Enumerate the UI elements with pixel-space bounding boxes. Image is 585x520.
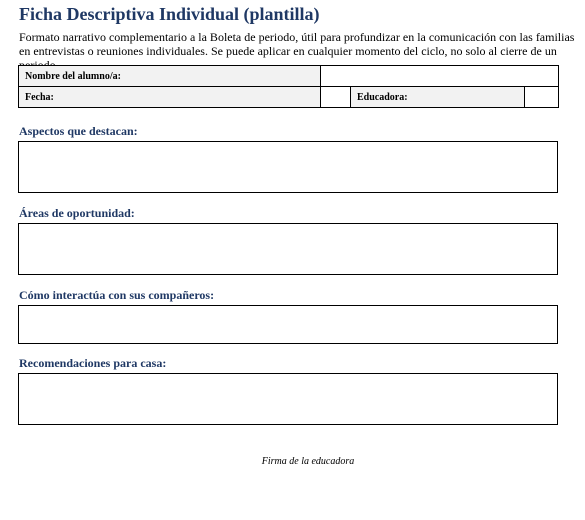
page-title: Ficha Descriptiva Individual (plantilla) [19, 4, 320, 24]
teacher-label: Educadora: [351, 87, 525, 108]
section-label-recomendaciones: Recomendaciones para casa: [19, 356, 167, 370]
section-box-recomendaciones[interactable] [18, 373, 558, 425]
date-label: Fecha: [19, 87, 321, 108]
section-box-aspectos[interactable] [18, 141, 558, 193]
section-label-aspectos: Aspectos que destacan: [19, 124, 138, 138]
student-name-field[interactable] [321, 66, 559, 87]
date-field[interactable] [321, 87, 351, 108]
signature-label: Firma de la educadora [261, 456, 355, 467]
section-box-interaccion[interactable] [18, 305, 558, 344]
intro-paragraph: Formato narrativo complementario a la Boleta de periodo, útil para profundizar en la comunicación con las familias en entrevistas o reuniones individuales. Se puede aplicar en cualquier momento del ciclo, no solo al cierre de un [19, 30, 575, 58]
teacher-field[interactable] [525, 87, 559, 108]
table-row [19, 66, 559, 87]
section-label-areas: Áreas de oportunidad: [19, 206, 135, 220]
student-name-label: Nombre del alumno/a: [19, 66, 321, 87]
table-row [19, 87, 559, 108]
section-label-interaccion: Cómo interactúa con sus compañeros: [19, 288, 215, 302]
section-box-areas[interactable] [18, 223, 558, 275]
student-info-table [18, 65, 559, 108]
